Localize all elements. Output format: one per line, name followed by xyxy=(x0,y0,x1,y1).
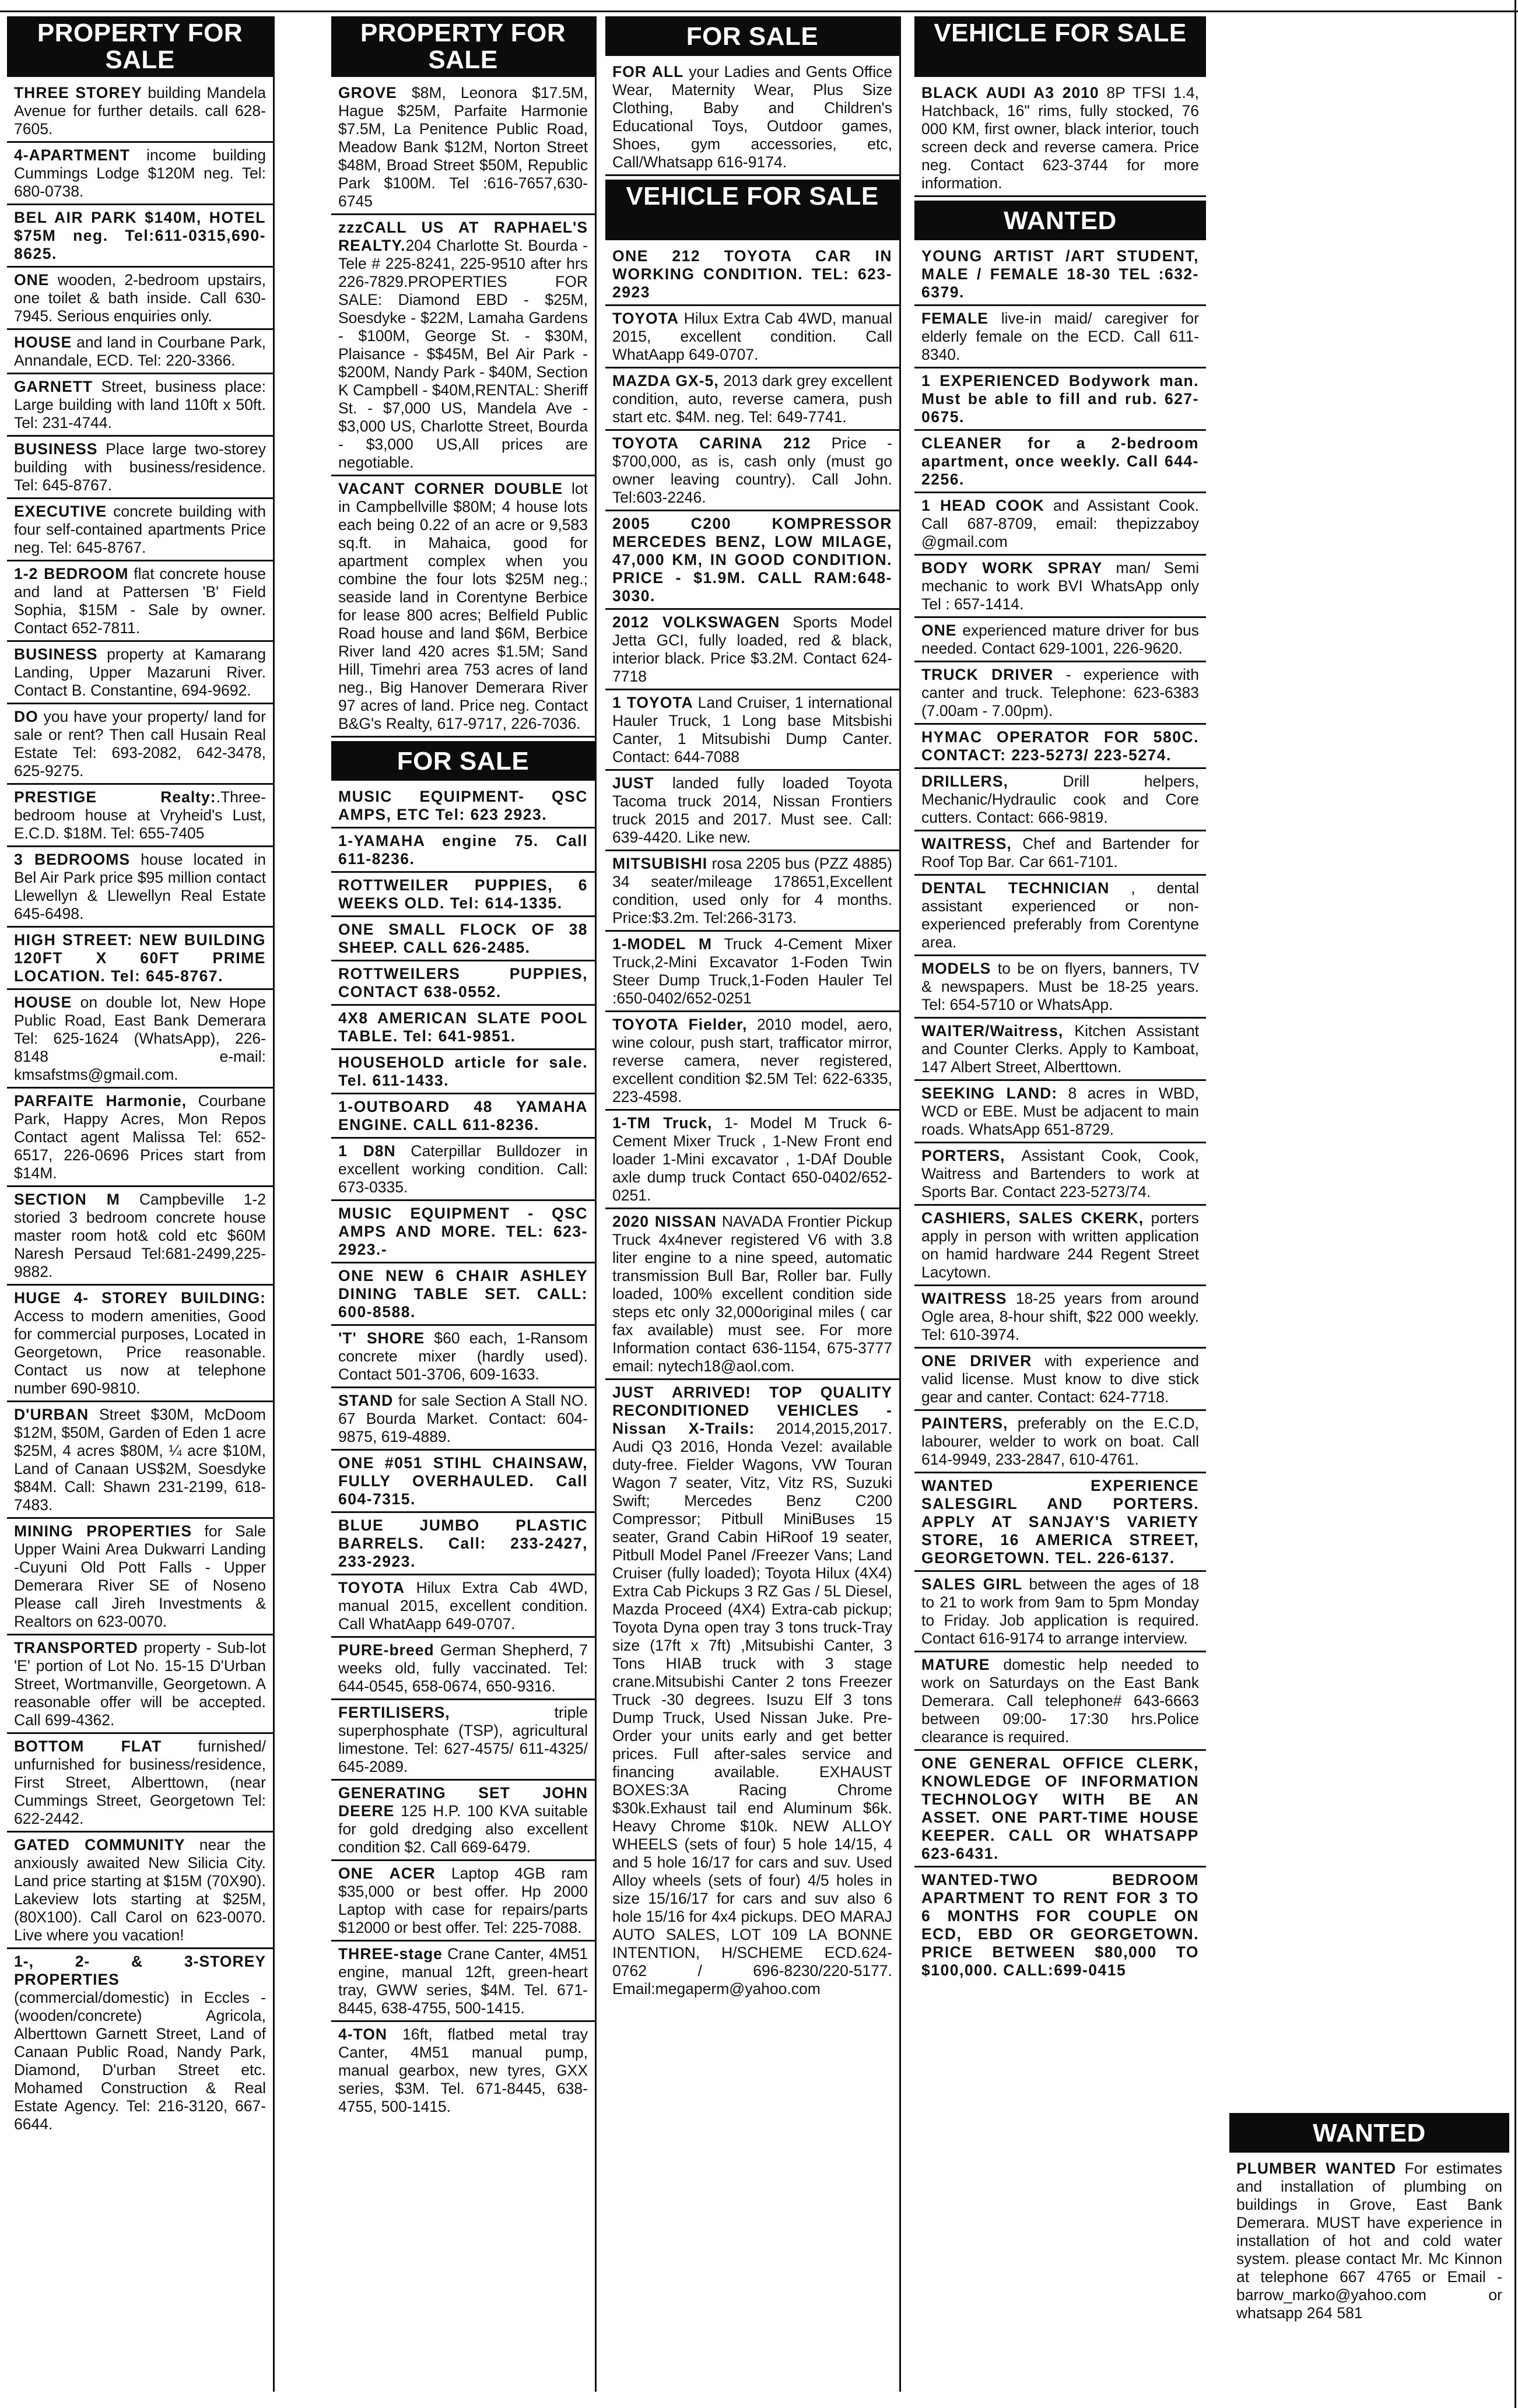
classified-ad xyxy=(7,1406,273,1519)
classified-ad xyxy=(914,622,1206,662)
ad-lead: CASHIERS, SALES CKERK, xyxy=(921,1209,1144,1227)
classified-ad xyxy=(914,1290,1206,1349)
classified-ad xyxy=(331,1945,595,2022)
ad-lead: BUSINESS xyxy=(14,440,98,458)
classified-ad xyxy=(331,832,595,873)
ad-lead: 1-OUTBOARD 48 YAMAHA ENGINE. CALL 611-8236. xyxy=(338,1098,588,1133)
ad-lead: MINING PROPERTIES xyxy=(14,1522,192,1540)
ad-lead: 1-, 2- & 3-STOREY PROPERTIES xyxy=(14,1953,266,1988)
classified-ad xyxy=(7,503,273,561)
ad-lead: JUST xyxy=(612,774,654,792)
ad-lead: ROTTWEILER PUPPIES, 6 WEEKS OLD. Tel: 614-1335. xyxy=(338,876,588,912)
classified-ad xyxy=(605,63,899,176)
ad-lead: YOUNG ARTIST /ART STUDENT, MALE / FEMALE 18-30 TEL :632-6379. xyxy=(921,247,1199,301)
ad-lead: WANTED EXPERIENCE SALESGIRL AND PORTERS. APPLY AT SANJAY'S VARIETY STORE, 16 AMERICA STREET, GEORGETOWN. TEL. 226-6137. xyxy=(921,1477,1199,1567)
ad-body: porters apply in person with written application on hamid hardware 244 Regent Street Lacytown. xyxy=(921,1209,1199,1281)
ad-lead: HIGH STREET: NEW BUILDING 120FT X 60FT PRIME LOCATION. Tel: 645-8767. xyxy=(14,931,266,985)
classified-ad xyxy=(605,434,899,511)
classified-ad xyxy=(914,1084,1206,1143)
classified-ad xyxy=(914,1477,1206,1572)
ad-lead: PAINTERS, xyxy=(921,1414,1008,1432)
ad-lead: 1-TM Truck, xyxy=(612,1114,713,1132)
ad-body: Laptop 4GB ram $35,000 or best offer. Hp 2000 Laptop with case for repairs/parts $12000 or best offer. Tel: 225-7088. xyxy=(338,1865,588,1936)
classified-ad xyxy=(914,1656,1206,1751)
classified-ad xyxy=(914,1209,1206,1286)
classified-ad xyxy=(914,1147,1206,1206)
classified-ad xyxy=(331,219,595,476)
classified-ad xyxy=(331,1392,595,1451)
classified-ad xyxy=(914,1871,1206,1982)
ad-lead: TOYOTA xyxy=(338,1579,405,1596)
classified-ad xyxy=(7,1191,273,1286)
ad-body: Hilux Extra Cab 4WD, manual 2015, excellent condition. Call WhatAapp 649-0707. xyxy=(338,1579,588,1633)
classified-ad xyxy=(331,480,595,738)
ad-lead: GROVE xyxy=(338,84,397,101)
section-heading-property-for-sale: PROPERTY FOR SALE xyxy=(7,16,273,77)
ad-lead: 1-MODEL M xyxy=(612,935,712,953)
ad-lead: WAITRESS, xyxy=(921,835,1012,852)
ad-lead: TOYOTA xyxy=(612,310,679,327)
ad-body: $60 each, 1-Ransom concrete mixer (hardly used). Contact 501-3706, 609-1633. xyxy=(338,1329,588,1383)
ad-lead: PARFAITE Harmonie, xyxy=(14,1092,187,1110)
ad-body: NAVADA Frontier Pickup Truck 4x4never registered V6 with 3.8 liter engine to a nine speed, automatic transmission Bull Bar, Roller bar. Fully loaded, 100% excellent condition side steps etc only 32,000original miles ( car fax available) must see. For more Information contact 636-1154, 675-3777 email: nytech18@aol.com. xyxy=(612,1213,892,1375)
classified-ad xyxy=(605,515,899,610)
classified-ad xyxy=(605,1114,899,1209)
ad-lead: PORTERS, xyxy=(921,1147,1005,1164)
ad-lead: HOUSE xyxy=(14,994,72,1011)
ad-body: 16ft, flatbed metal tray Canter, 4M51 manual pump, manual gearbox, new tyres, GXX series, $3M. Tel. 671-8445, 638-4755, 500-1415. xyxy=(338,2026,588,2115)
ad-body: with experience and valid license. Must know to dive stick gear and canter. Contact: 624-7718. xyxy=(921,1352,1199,1406)
ad-body: Campbeville 1-2 storied 3 bedroom concrete house master room hot& cold etc $60M Naresh Persaud Tel:681-2499,225-9882. xyxy=(14,1191,266,1280)
classified-ad xyxy=(7,931,273,990)
plumber-wanted-ad xyxy=(1229,2160,1509,2325)
ad-body: Crane Canter, 4M51 engine, manual 12ft, green-heart tray, GWW series, $4M. Tel. 671-8445, 638-4755, 500-1415. xyxy=(338,1945,588,2017)
ad-body: landed fully loaded Toyota Tacoma truck 2014, Nissan Frontiers truck 2015 and 2017. Must see. Call: 639-4420. Like new. xyxy=(612,774,892,846)
ad-body: 8P TFSI 1.4, Hatchback, 16" rims, fully stocked, 76 000 KM, first owner, black interior, touch screen deck and reverse camera. Price neg. Contact 623-3744 for more information. xyxy=(921,84,1199,192)
classified-ad xyxy=(605,855,899,932)
classified-ad xyxy=(331,1098,595,1139)
classified-ad xyxy=(331,1454,595,1513)
ad-body: between the ages of 18 to 21 to work from 9am to 5pm Monday to Friday. Job application is required. Contact 616-9174 to arrange interview. xyxy=(921,1575,1199,1647)
classified-ad xyxy=(605,247,899,306)
classified-ad xyxy=(914,84,1206,197)
ad-lead: GARNETT xyxy=(14,378,93,395)
classified-ad xyxy=(914,1022,1206,1081)
classified-ad xyxy=(914,1352,1206,1411)
ad-lead: 1 TOYOTA xyxy=(612,694,693,711)
ad-body: , dental assistant experienced or non-experienced preferably from Corentyne area. xyxy=(921,879,1199,951)
ad-lead: HUGE 4- STOREY BUILDING: xyxy=(14,1289,266,1307)
ad-body: Caterpillar Bulldozer in excellent working condition. Call: 673-0335. xyxy=(338,1142,588,1196)
ad-lead: zzzCALL US AT RAPHAEL'S REALTY. xyxy=(338,219,588,254)
ad-body: to be on flyers, banners, TV & newspapers. Must be 18-25 years. Tel: 654-5710 or WhatsApp. xyxy=(921,960,1199,1013)
ad-body: Sports Model Jetta GCI, fully loaded, red & black, interior black. Price $3.2M. Contact 624-7718 xyxy=(612,613,892,685)
ad-body: Street, business place: Large building with land 110ft x 50ft. Tel: 231-4744. xyxy=(14,378,266,431)
ad-lead: MITSUBISHI xyxy=(612,855,708,872)
classified-ad xyxy=(331,1704,595,1781)
top-rule xyxy=(0,10,1518,12)
classified-ad xyxy=(7,708,273,785)
ad-body: Chef and Bartender for Roof Top Bar. Car 661-7101. xyxy=(921,835,1199,870)
ad-lead: DRILLERS, xyxy=(921,773,1008,790)
ad-lead: 3 BEDROOMS xyxy=(14,851,131,868)
ad-body: 2010 model, aero, wine colour, push start, trafficator mirror, reverse camera, never registered, excellent condition $2.5M Tel: 622-6335, 223-4598. xyxy=(612,1016,892,1105)
classified-ad xyxy=(7,645,273,704)
ad-lead: 4X8 AMERICAN SLATE POOL TABLE. Tel: 641-9851. xyxy=(338,1009,588,1045)
ad-body: 2014,2015,2017. Audi Q3 2016, Honda Vezel: available duty-free. Fielder Wagons, VW Touran Wagon 7 seater, Vitz, Vitz RS, Suzuki Swift; Mercedes Benz C200 Compressor; Pitbull MiniBuses 15 seater, Grand Cabin HiRoof 19 seater, Pitbull Model Panel /Freezer Vans; Land Cruiser (fully loaded); Toyota Hilux (4X4) Extra Cab Pickups 3 RZ Gas / 5L Diesel, Mazda Proceed (4X4) Extra-cab pickup; Toyota Dyna open tray 3 tons truck-Tray size (17ft x 7ft) ,Mitsubishi Canter, 3 Tons HIAB truck with 3 stage crane.Mitsubishi Canter 2 tons Freezer Truck -30 degrees. Isuzu Elf 3 tons Dump Truck, Used Nissan Juke. Pre-Order your units early and get better prices. Full after-sales service and financing available. EXHAUST BOXES:3A Racing Chrome $30k.Exhaust tail end Aluminum $6k. Heavy Chrome $10k. NEW ALLOY WHEELS (sets of four) 5 hole 14/15, 4 and 5 hole 16/17 for cars and suv. Used Alloy wheels (sets of four) 4/5 holes in size 15/16/17 for cars and suv also 6 hole 15/16 for 4x4 pickups. DEO MARAJ AUTO SALES, LOT 109 LA BONNE INTENTION, H/SCHEME ECD.624-0762 / 696-8230/220-5177. Email:megaperm@yahoo.com xyxy=(612,1420,893,1998)
classified-ad xyxy=(914,960,1206,1019)
classified-ad xyxy=(331,1142,595,1201)
ad-body: experienced mature driver for bus needed. Contact 629-1001, 226-9620. xyxy=(921,622,1199,657)
classified-ad xyxy=(7,334,273,374)
classified-ad xyxy=(331,788,595,829)
classified-ad xyxy=(331,2026,595,2119)
classified-ad xyxy=(331,84,595,215)
ad-body: near the anxiously awaited New Silicia City. Land price starting at $15M (70X90). Lakeview lots starting at $25M, (80X100). Call Carol on 623-0070. Live where you vacation! xyxy=(14,1836,266,1944)
ad-body: 1- Model M Truck 6-Cement Mixer Truck , 1-New Front end loader 1-Mini excavator , 1-DAf Double axle dump truck Contact 650-0402/652-0251. xyxy=(612,1114,892,1204)
classified-ad xyxy=(331,965,595,1006)
ad-lead: ONE xyxy=(14,271,50,289)
classified-ad xyxy=(7,271,273,330)
classified-ad xyxy=(605,935,899,1012)
ad-lead: STAND xyxy=(338,1392,394,1409)
classified-ad xyxy=(7,994,273,1089)
classified-ad xyxy=(7,146,273,205)
classified-ad xyxy=(7,1092,273,1187)
ad-lead: HYMAC OPERATOR FOR 580C. CONTACT: 223-5273/ 223-5274. xyxy=(921,728,1199,764)
classified-ad xyxy=(914,773,1206,831)
ad-lead: 2005 C200 KOMPRESSOR MERCEDES BENZ, LOW MILAGE, 47,000 KM, IN GOOD CONDITION. PRICE - $1.9M. CALL RAM:648-3030. xyxy=(612,515,892,605)
ad-body: Street $30M, McDoom $12M, $50M, Garden of Eden 1 acre $25M, 4 acres $80M, ¼ acre $10M, Land of Canaan US$2M, Soesdyke $84M. Call: Shawn 231-2199, 618-7483. xyxy=(14,1406,266,1514)
ad-body: Courbane Park, Happy Acres, Mon Repos Contact agent Malissa Tel: 652-6517, 226-0696 Prices start from $14M. xyxy=(14,1092,266,1182)
classified-ad xyxy=(7,788,273,847)
classified-ad xyxy=(914,1414,1206,1473)
classified-ad xyxy=(7,378,273,437)
ad-body: Price - $700,000, as is, cash only (must go owner leaving country). Call John. Tel:603-2246. xyxy=(612,434,892,506)
ad-body: Land Cruiser, 1 international Hauler Truck, 1 Long base Mitsbishi Canter, 1 Mitsubishi Dump Canter. Contact: 644-7088 xyxy=(612,694,892,766)
ad-body: (commercial/domestic) in Eccles - (wooden/concrete) Agricola, Alberttown Garnett Street, Land of Canaan Public Road, Nandy Park, Diamond, D'urban Street etc. Mohamed Construction & Real Estate Agency. Tel: 216-3120, 667-6644. xyxy=(14,1989,266,2133)
ad-body: 18-25 years from around Ogle area, 8-hour shift, $22 000 weekly. Tel: 610-3974. xyxy=(921,1290,1199,1343)
ad-body: flat concrete house and land at Pattersen 'B' Field Sophia, $15M - Sale by owner. Contact 652-7811. xyxy=(14,565,266,637)
ad-lead: 4-APARTMENT xyxy=(14,146,130,164)
ad-lead: DO xyxy=(14,708,38,725)
ad-lead: MUSIC EQUIPMENT - QSC AMPS AND MORE. TEL: 623-2923.- xyxy=(338,1205,588,1258)
ad-lead: MODELS xyxy=(921,960,991,977)
classified-ad xyxy=(7,851,273,928)
ad-lead: MAZDA GX-5, xyxy=(612,372,719,389)
classified-ad xyxy=(331,1517,595,1575)
classified-ad xyxy=(914,559,1206,618)
classified-ad xyxy=(331,1054,595,1094)
classified-ad xyxy=(914,879,1206,956)
ad-body: building Mandela Avenue for further details. call 628-7605. xyxy=(14,84,266,138)
ad-body: wooden, 2-bedroom upstairs, one toilet & bath inside. Call 630-7945. Serious enquiries only. xyxy=(14,271,266,325)
classified-ad xyxy=(331,1329,595,1388)
classified-ad xyxy=(605,310,899,368)
ad-lead: TRANSPORTED xyxy=(14,1639,138,1656)
ad-body: and Assistant Cook. Call 687-8709, email: thepizzaboy @gmail.com xyxy=(921,497,1199,550)
ad-lead: ONE 212 TOYOTA CAR IN WORKING CONDITION. TEL: 623-2923 xyxy=(612,247,892,301)
ad-body: rosa 2205 bus (PZZ 4885) 34 seater/mileage 178651,Excellent condition, used only for 4 months. Price:$3.2m. Tel:266-3173. xyxy=(612,855,892,926)
classified-ad xyxy=(7,1639,273,1734)
ad-body: German Shepherd, 7 weeks old, fully vaccinated. Tel: 644-0545, 658-0674, 650-9316. xyxy=(338,1641,588,1695)
ad-lead: 1 HEAD COOK xyxy=(921,497,1044,514)
ad-body: man/ Semi mechanic to work BVI WhatsApp only Tel : 657-1414. xyxy=(921,559,1199,613)
classified-ad xyxy=(605,694,899,771)
ad-body: Truck 4-Cement Mixer Truck,2-Mini Excavator 1-Foden Twin Steer Dump Truck,1-Foden Hauler Tel :650-0402/652-0251 xyxy=(612,935,892,1007)
section-heading-for-sale: FOR SALE xyxy=(331,741,595,781)
ad-lead: THREE-stage xyxy=(338,1945,443,1963)
classified-ad xyxy=(914,666,1206,725)
ad-lead: WANTED-TWO BEDROOM APARTMENT TO RENT FOR 3 TO 6 MONTHS FOR COUPLE ON ECD, EBD OR GEORGETOWN. PRICE BETWEEN $80,000 TO $100,000. CALL:699-0415 xyxy=(921,1871,1199,1979)
ad-lead: 4-TON xyxy=(338,2026,388,2043)
ad-lead: 1-2 BEDROOM xyxy=(14,565,129,582)
ad-body: Assistant Cook, Cook, Waitress and Bartenders to work at Sports Bar. Contact 223-5273/74. xyxy=(921,1147,1199,1201)
ad-lead: WAITRESS xyxy=(921,1290,1007,1307)
classified-ad xyxy=(331,876,595,917)
ad-lead: PRESTIGE Realty: xyxy=(14,788,216,806)
ad-lead: GATED COMMUNITY xyxy=(14,1836,185,1854)
ad-lead: BUSINESS xyxy=(14,645,98,663)
ad-body: - experience with canter and truck. Telephone: 623-6383 (7.00am - 7.00pm). xyxy=(921,666,1199,719)
column-1 xyxy=(7,16,275,2392)
classified-ad xyxy=(914,1754,1206,1868)
ad-body: and land in Courbane Park, Annandale, ECD. Tel: 220-3366. xyxy=(14,334,266,369)
ad-body: income building Cummings Lodge $120M neg. Tel: 680-0738. xyxy=(14,146,266,200)
ad-lead: TRUCK DRIVER xyxy=(921,666,1054,683)
ad-body: 8 acres in WBD, WCD or EBE. Must be adjacent to main roads. WhatsApp 651-8729. xyxy=(921,1084,1199,1138)
ad-lead: BLUE JUMBO PLASTIC BARRELS. Call: 233-2427, 233-2923. xyxy=(338,1517,588,1570)
ad-body: you have your property/ land for sale or rent? Then call Husain Real Estate Tel: 693-2082, 642-3478, 625-9275. xyxy=(14,708,266,780)
ad-lead: HOUSE xyxy=(14,334,72,351)
ad-lead: 'T' SHORE xyxy=(338,1329,425,1347)
classified-ad xyxy=(7,209,273,268)
ad-lead: TOYOTA Fielder, xyxy=(612,1016,748,1033)
classified-ad xyxy=(7,1289,273,1402)
ad-lead: 1-YAMAHA engine 75. Call 611-8236. xyxy=(338,832,588,868)
classified-ad xyxy=(331,1579,595,1638)
classified-ad xyxy=(331,1784,595,1861)
ad-lead: ONE DRIVER xyxy=(921,1352,1032,1370)
classified-ad xyxy=(7,565,273,642)
classified-ad xyxy=(331,921,595,961)
ad-lead: WAITER/Waitress, xyxy=(921,1022,1064,1040)
classified-ad xyxy=(331,1009,595,1050)
ad-body: Kitchen Assistant and Counter Clerks. Apply to Kamboat, 147 Albert Street, Alberttown. xyxy=(921,1022,1199,1076)
ad-body: domestic help needed to work on Saturdays on the East Bank Demerara. Call telephone# 643-6663 between 09:00- 17:30 hrs.Police clearance is required. xyxy=(921,1656,1199,1746)
ad-body: your Ladies and Gents Office Wear, Maternity Wear, Plus Size Clothing, Baby and Children's Educational Toys, Outdoor games, Shoes, gym accessories, etc, Call/Whatsapp 616-9174. xyxy=(612,63,892,171)
ad-body: lot in Campbellville $80M; 4 house lots each being 0.22 of an acre or 9,583 sq.ft. in Mahaica, good for apartment complex when you combine the four lots $25M neg.; seaside land in Corentyne Berbice for lease 800 acres; Belfield Public Road house and land $6M, Berbice River land 420 acres $1.5M; Sand Hill, Timehri area 753 acres of land neg., Big Hanover Demerara River 97 acres of land. Price neg. Contact B&G's Realty, 617-9717, 226-7036. xyxy=(338,480,588,732)
ad-body: triple superphosphate (TSP), agricultural limestone. Tel: 627-4575/ 611-4325/ 645-2089. xyxy=(338,1704,588,1775)
ad-lead: 1 EXPERIENCED Bodywork man. Must be able to fill and rub. 627-0675. xyxy=(921,372,1199,426)
ad-lead: MUSIC EQUIPMENT- QSC AMPS, ETC Tel: 623 2923. xyxy=(338,788,588,823)
classified-ad xyxy=(914,728,1206,769)
ad-lead: FOR ALL xyxy=(612,63,684,80)
ad-lead: FERTILISERS, xyxy=(338,1704,450,1721)
ad-lead: SEEKING LAND: xyxy=(921,1084,1058,1102)
ad-body: 125 H.P. 100 KVA suitable for gold dredging also excellent condition $2. Call 669-6479. xyxy=(338,1802,588,1856)
classified-ad xyxy=(7,440,273,499)
ad-lead: SECTION M xyxy=(14,1191,120,1208)
ad-lead: EXECUTIVE xyxy=(14,503,107,520)
ad-lead: PLUMBER WANTED xyxy=(1236,2160,1397,2177)
ad-lead: MATURE xyxy=(921,1656,990,1673)
ad-lead: 1 D8N xyxy=(338,1142,396,1160)
ad-lead: BEL AIR PARK $140M, HOTEL $75M neg. Tel:611-0315,690-8625. xyxy=(14,209,266,262)
classified-ad xyxy=(7,1836,273,1949)
column-3 xyxy=(605,16,901,2392)
ad-body: furnished/ unfurnished for business/residence, First Street, Alberttown, (near Cummings Street, Georgetown Tel: 622-2442. xyxy=(14,1737,266,1827)
ad-lead: CLEANER for a 2-bedroom apartment, once weekly. Call 644-2256. xyxy=(921,434,1199,488)
section-heading-for-sale: FOR SALE xyxy=(605,16,899,56)
ad-body: for Sale Upper Waini Area Dukwarri Landing -Cuyuni Old Pott Falls - Upper Demerara River SE of Noseno Please call Jireh Investments & Realtors on 623-0070. xyxy=(14,1522,266,1630)
classified-ad xyxy=(605,774,899,851)
classified-ad xyxy=(7,1737,273,1833)
ad-body: Drill helpers, Mechanic/Hydraulic cook and Core cutters. Contact: 666-9819. xyxy=(921,773,1199,826)
classified-ad xyxy=(7,84,273,143)
ad-lead: HOUSEHOLD article for sale. Tel. 611-1433. xyxy=(338,1054,588,1089)
ad-lead: ONE ACER xyxy=(338,1865,436,1882)
classified-ad xyxy=(605,613,899,690)
ad-body: concrete building with four self-contained apartments Price neg. Tel: 645-8767. xyxy=(14,503,266,556)
section-heading-vehicle-for-sale: VEHICLE FOR SALE xyxy=(914,16,1206,77)
ad-body: live-in maid/ caregiver for elderly female on the ECD. Call 611-8340. xyxy=(921,310,1199,363)
ad-lead: ONE xyxy=(921,622,957,639)
classified-ad xyxy=(331,1865,595,1942)
ad-body: for sale Section A Stall NO. 67 Bourda Market. Contact: 604-9875, 619-4889. xyxy=(338,1392,588,1445)
section-heading-vehicle-for-sale: VEHICLE FOR SALE xyxy=(605,180,899,240)
ad-lead: TOYOTA CARINA 212 xyxy=(612,434,811,452)
right-rule xyxy=(1515,0,1516,2408)
wanted-corner-heading: WANTED xyxy=(1229,2113,1509,2153)
classified-ad xyxy=(914,835,1206,876)
ad-body: $8M, Leonora $17.5M, Hague $25M, Parfaite Harmonie $7.5M, La Penitence Public Road, Meadow Bank $12M, Norton Street $48M, Broad Street $50M, Republic Park $100M. Tel :616-7657,630-6745 xyxy=(338,84,588,210)
column-4 xyxy=(914,16,1206,2392)
ad-body: .Three-bedroom house at Vryheid's Lust, E.C.D. $18M. Tel: 655-7405 xyxy=(14,788,266,842)
ad-lead: VACANT CORNER DOUBLE xyxy=(338,480,563,497)
ad-lead: SALES GIRL xyxy=(921,1575,1023,1593)
ad-lead: BOTTOM FLAT xyxy=(14,1737,162,1755)
section-heading-wanted: WANTED xyxy=(914,201,1206,240)
ad-body: Place large two-storey building with business/residence. Tel: 645-8767. xyxy=(14,440,266,494)
classified-ad xyxy=(331,1641,595,1700)
ad-body: For estimates and installation of plumbing on buildings in Grove, East Bank Demerara. MUST have experience in installation of hot and cold water system. please contact Mr. Mc Kinnon at telephone 667 4765 or Email - barrow_marko@yahoo.com or whatsapp 264 581 xyxy=(1236,2160,1502,2322)
classified-ad xyxy=(605,1384,899,2001)
ad-body: on double lot, New Hope Public Road, East Bank Demerara Tel: 625-1624 (WhatsApp), 226-8148 e-mail: kmsafstms@gmail.com. xyxy=(14,994,266,1083)
classified-ad xyxy=(914,1575,1206,1652)
ad-body: 204 Charlotte St. Bourda - Tele # 225-8241, 225-9510 after hrs 226-7829.PROPERTIES FOR SALE: Diamond EBD - $25M, Soesdyke - $22M, Lamaha Gardens - $100M, George St. - $30M, Plaisance - $$45M, Bel Air Park - $200M, Nandy Park - $40M, Section K Campbell - $40M,RENTAL: Sheriff St. - $7,000 US, Mandela Ave - $3,000 US, Charlotte Street, Bourda - $3,000 US,All prices are negotiable. xyxy=(338,237,588,471)
column-2 xyxy=(331,16,597,2392)
ad-body: preferably on the E.C.D, labourer, welder to work on boat. Call 614-9949, 233-2847, 610-4761. xyxy=(921,1414,1199,1468)
classified-ad xyxy=(914,310,1206,368)
ad-lead: GENERATING SET JOHN DEERE xyxy=(338,1784,588,1820)
ad-body: property at Kamarang Landing, Upper Mazaruni River. Contact B. Constantine, 694-9692. xyxy=(14,645,266,699)
ad-lead: ONE SMALL FLOCK OF 38 SHEEP. CALL 626-2485. xyxy=(338,921,588,956)
ad-lead: ONE #051 STIHL CHAINSAW, FULLY OVERHAULED. Call 604-7315. xyxy=(338,1454,588,1508)
classified-ad xyxy=(7,1953,273,2136)
ad-lead: ONE NEW 6 CHAIR ASHLEY DINING TABLE SET. CALL: 600-8588. xyxy=(338,1267,588,1321)
ad-lead: JUST ARRIVED! TOP QUALITY RECONDITIONED VEHICLES - Nissan X-Trails: xyxy=(612,1384,892,1437)
ad-lead: BODY WORK SPRAY xyxy=(921,559,1103,577)
wanted-corner-box xyxy=(1229,2113,1509,2329)
ad-lead: PURE-breed xyxy=(338,1641,434,1659)
classified-ad xyxy=(914,247,1206,306)
ad-body: Access to modern amenities, Good for commercial purposes, Located in Georgetown, Price reasonable. Contact us now at telephone number 690-9810. xyxy=(14,1307,266,1397)
ad-lead: BLACK AUDI A3 2010 xyxy=(921,84,1099,101)
ad-body: property - Sub-lot 'E' portion of Lot No. 15-15 D'Urban Street, Wortmanville, Georgetown. A reasonable offer will be accepted. Call 699-4362. xyxy=(14,1639,266,1729)
classified-ad xyxy=(331,1205,595,1263)
classified-ad xyxy=(7,1522,273,1635)
classified-ad xyxy=(331,1267,595,1326)
ad-lead: FEMALE xyxy=(921,310,988,327)
ad-lead: 2020 NISSAN xyxy=(612,1213,717,1230)
classified-ad xyxy=(605,1016,899,1111)
ad-body: house located in Bel Air Park price $95 million contact Llewellyn & Llewellyn Real Estate 645-6498. xyxy=(14,851,266,922)
classified-ad xyxy=(914,434,1206,493)
ad-lead: DENTAL TECHNICIAN xyxy=(921,879,1110,897)
ad-body: Hilux Extra Cab 4WD, manual 2015, excellent condition. Call WhatAapp 649-0707. xyxy=(612,310,892,363)
ad-lead: 2012 VOLKSWAGEN xyxy=(612,613,780,631)
section-heading-property-for-sale: PROPERTY FOR SALE xyxy=(331,16,595,77)
ad-body: 2013 dark grey excellent condition, auto, reverse camera, push start etc. $4M. neg. Tel: 649-7741. xyxy=(612,372,892,426)
classified-ad xyxy=(914,497,1206,556)
ad-lead: D'URBAN xyxy=(14,1406,89,1423)
ad-lead: THREE STOREY xyxy=(14,84,142,101)
classified-ad xyxy=(605,1213,899,1380)
classified-ad xyxy=(605,372,899,431)
ad-lead: ROTTWEILERS PUPPIES, CONTACT 638-0552. xyxy=(338,965,588,1001)
ad-lead: ONE GENERAL OFFICE CLERK, KNOWLEDGE OF INFORMATION TECHNOLOGY WITH BE AN ASSET. ONE PART-TIME HOUSE KEEPER. CALL OR WHATSAPP 623-6431. xyxy=(921,1754,1199,1862)
classified-ad xyxy=(914,372,1206,431)
